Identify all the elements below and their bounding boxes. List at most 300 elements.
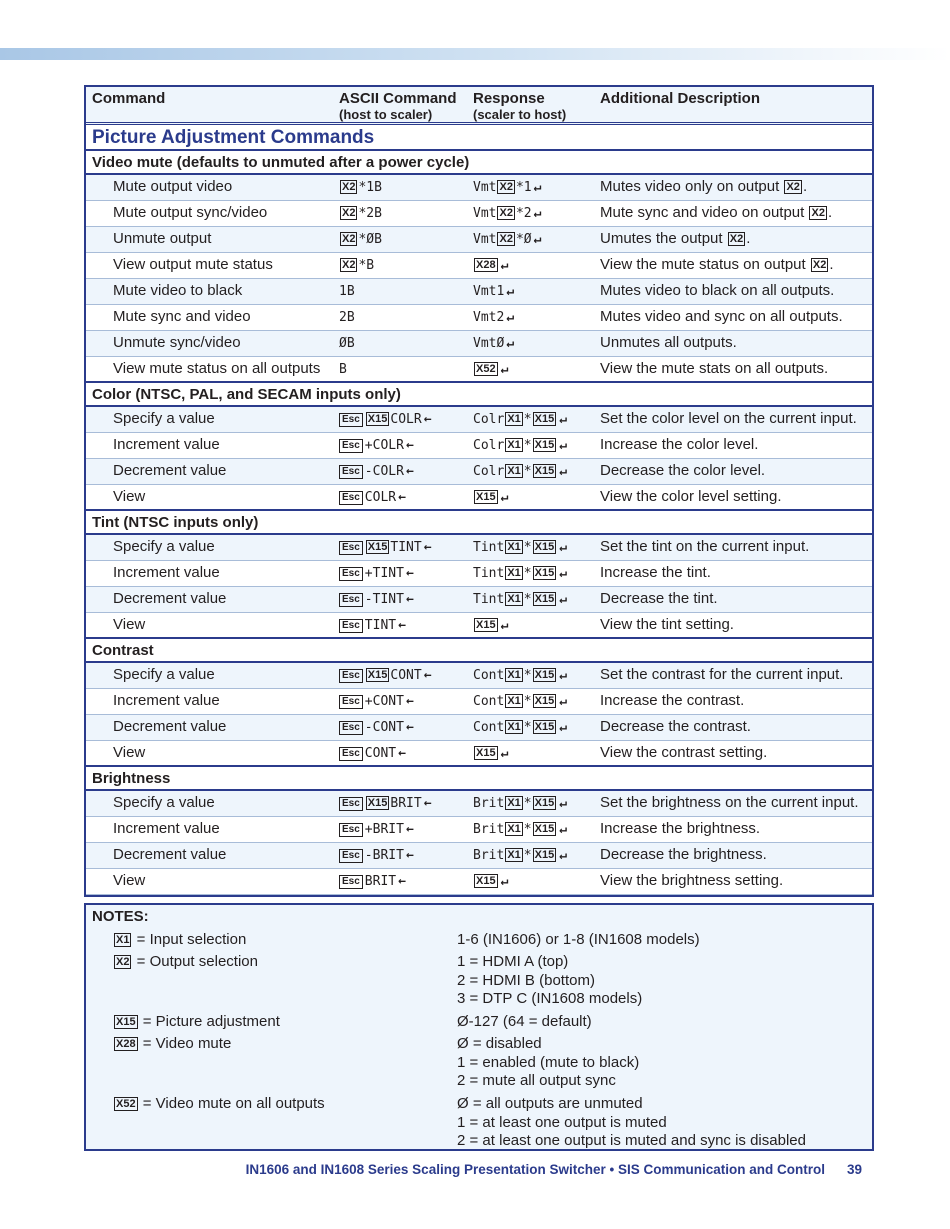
response-text: * bbox=[523, 438, 532, 453]
cell-command: Specify a value bbox=[113, 666, 215, 683]
left-arrow-icon: ← bbox=[405, 566, 414, 581]
note-x52-values bbox=[457, 1095, 806, 1151]
enter-icon: ↵ bbox=[500, 490, 509, 505]
enter-icon: ↵ bbox=[559, 566, 568, 581]
cell-command: View bbox=[113, 616, 146, 633]
ascii-text: BRIT bbox=[364, 874, 397, 889]
note-x2 bbox=[113, 953, 258, 970]
response-text: Tint bbox=[473, 540, 505, 555]
x28-variable: X28 bbox=[116, 1038, 136, 1050]
esc-key: Esc bbox=[339, 849, 363, 863]
top-accent-bar bbox=[0, 48, 950, 60]
cell-command: Mute sync and video bbox=[113, 308, 251, 325]
enter-icon: ↵ bbox=[500, 362, 509, 377]
cell-description: Set the tint on the current input. bbox=[600, 538, 810, 555]
ascii-text: -CONT bbox=[364, 720, 404, 735]
note-value: 2 = HDMI B (bottom) bbox=[457, 971, 595, 989]
table-row bbox=[86, 201, 872, 227]
x15-variable: X15 bbox=[534, 567, 555, 579]
table-row bbox=[86, 279, 872, 305]
response-text: * bbox=[523, 694, 532, 709]
table-row bbox=[86, 715, 872, 741]
response-text: Colr bbox=[473, 438, 505, 453]
x15-variable: X15 bbox=[534, 849, 555, 861]
header-ascii-sub: (host to scaler) bbox=[339, 107, 433, 122]
note-label: = Video mute on all outputs bbox=[142, 1095, 325, 1112]
table-row bbox=[86, 689, 872, 715]
cell-command: View mute status on all outputs bbox=[113, 360, 321, 377]
esc-key: Esc bbox=[339, 465, 363, 479]
table-row bbox=[86, 485, 872, 511]
response-text: VmtØ bbox=[473, 336, 505, 351]
ascii-text: +CONT bbox=[364, 694, 404, 709]
left-arrow-icon: ← bbox=[398, 874, 406, 889]
cell-description: Increase the contrast. bbox=[600, 692, 745, 709]
cell-ascii bbox=[333, 587, 467, 612]
cell-response bbox=[467, 331, 594, 356]
esc-key: Esc bbox=[339, 567, 363, 581]
ascii-text: -TINT bbox=[364, 592, 404, 607]
cell-description: Unmutes all outputs. bbox=[600, 334, 737, 351]
x2-variable: X2 bbox=[342, 259, 356, 271]
x28-variable: X28 bbox=[476, 259, 496, 271]
cell-response bbox=[467, 587, 594, 612]
enter-icon: ↵ bbox=[559, 796, 568, 811]
cell-description bbox=[594, 253, 872, 278]
cell-command: Increment value bbox=[113, 820, 220, 837]
x15-variable: X15 bbox=[367, 669, 388, 681]
left-arrow-icon: ← bbox=[423, 412, 432, 427]
response-text: *1 bbox=[515, 180, 532, 195]
ascii-text: CONT bbox=[390, 668, 422, 683]
cell-description bbox=[594, 201, 872, 226]
header-response bbox=[467, 87, 594, 122]
note-value: 1 = HDMI A (top) bbox=[457, 953, 569, 970]
cell-description: View the brightness setting. bbox=[600, 872, 784, 889]
description-text: Umutes the output bbox=[600, 230, 723, 247]
left-arrow-icon: ← bbox=[405, 464, 414, 479]
enter-icon: ↵ bbox=[559, 438, 568, 453]
enter-icon: ↵ bbox=[559, 464, 568, 479]
note-value: Ø = disabled bbox=[457, 1035, 542, 1052]
response-text: Colr bbox=[473, 464, 505, 479]
x15-variable: X15 bbox=[534, 721, 555, 733]
cell-description: View the tint setting. bbox=[600, 616, 734, 633]
enter-icon: ↵ bbox=[559, 720, 568, 735]
x15-variable: X15 bbox=[476, 875, 496, 887]
header-description-label: Additional Description bbox=[600, 90, 761, 107]
cell-response bbox=[467, 485, 594, 509]
description-text: Mutes video only on output bbox=[600, 178, 780, 195]
response-text: * bbox=[523, 848, 532, 863]
cell-description: View the contrast setting. bbox=[600, 744, 768, 761]
response-text: Vmt2 bbox=[473, 310, 505, 325]
cell-ascii bbox=[333, 843, 467, 868]
ascii-text: +COLR bbox=[364, 438, 404, 453]
cell-ascii bbox=[333, 663, 467, 688]
notes-box bbox=[84, 903, 874, 1151]
esc-key: Esc bbox=[339, 491, 363, 505]
cell-ascii: 2B bbox=[339, 310, 355, 325]
cell-ascii bbox=[333, 201, 467, 226]
response-text: Brit bbox=[473, 822, 505, 837]
group-color: Color (NTSC, PAL, and SECAM inputs only) bbox=[86, 383, 872, 407]
x15-variable: X15 bbox=[534, 797, 555, 809]
left-arrow-icon: ← bbox=[405, 848, 414, 863]
x15-variable: X15 bbox=[534, 669, 555, 681]
cell-command: View bbox=[113, 872, 146, 889]
note-x15-values bbox=[457, 1013, 592, 1032]
x15-variable: X15 bbox=[534, 823, 555, 835]
cell-command: Specify a value bbox=[113, 410, 215, 427]
cell-ascii bbox=[333, 407, 467, 432]
note-x15 bbox=[113, 1013, 280, 1030]
note-x1 bbox=[113, 931, 246, 948]
group-tint: Tint (NTSC inputs only) bbox=[86, 511, 872, 535]
enter-icon: ↵ bbox=[533, 206, 542, 221]
enter-icon: ↵ bbox=[500, 746, 509, 761]
note-value: 1 = at least one output is muted bbox=[457, 1113, 667, 1131]
ascii-text: -BRIT bbox=[364, 848, 404, 863]
note-label: = Output selection bbox=[136, 953, 258, 970]
header-description bbox=[594, 87, 872, 122]
response-text: * bbox=[523, 668, 532, 683]
cell-response bbox=[467, 253, 594, 278]
cell-response bbox=[467, 175, 594, 200]
group-contrast: Contrast bbox=[86, 639, 872, 663]
table-row bbox=[86, 791, 872, 817]
ascii-text: -COLR bbox=[364, 464, 404, 479]
note-x28 bbox=[113, 1035, 231, 1052]
footer-text: IN1606 and IN1608 Series Scaling Presentation Switcher • SIS Communication and Control bbox=[245, 1162, 825, 1177]
cell-response bbox=[467, 459, 594, 484]
table-row bbox=[86, 253, 872, 279]
note-x1-values bbox=[457, 931, 700, 950]
cell-ascii bbox=[333, 741, 467, 765]
enter-icon: ↵ bbox=[559, 822, 568, 837]
table-row bbox=[86, 305, 872, 331]
cell-ascii bbox=[333, 227, 467, 252]
ascii-text: +BRIT bbox=[364, 822, 404, 837]
cell-command: Mute video to black bbox=[113, 282, 243, 299]
ascii-text: *B bbox=[358, 258, 375, 273]
left-arrow-icon: ← bbox=[405, 822, 414, 837]
cell-command: Decrement value bbox=[113, 718, 227, 735]
enter-icon: ↵ bbox=[500, 258, 509, 273]
cell-description: Set the contrast for the current input. bbox=[600, 666, 844, 683]
cell-command: Mute output video bbox=[113, 178, 233, 195]
ascii-text: *1B bbox=[358, 180, 382, 195]
x2-variable: X2 bbox=[499, 181, 513, 193]
x1-variable: X1 bbox=[507, 413, 521, 425]
cell-description: Decrease the tint. bbox=[600, 590, 718, 607]
x2-variable: X2 bbox=[499, 207, 513, 219]
response-text: *Ø bbox=[515, 232, 532, 247]
x15-variable: X15 bbox=[534, 465, 555, 477]
cell-response bbox=[467, 741, 594, 765]
note-x28-values bbox=[457, 1035, 639, 1091]
cell-command: Specify a value bbox=[113, 538, 215, 555]
note-value: Ø-127 (64 = default) bbox=[457, 1013, 592, 1030]
note-label: = Video mute bbox=[142, 1035, 232, 1052]
response-text: Vmt1 bbox=[473, 284, 505, 299]
x52-variable: X52 bbox=[476, 363, 496, 375]
cell-description: Set the color level on the current input. bbox=[600, 410, 857, 427]
left-arrow-icon: ← bbox=[398, 490, 406, 505]
enter-icon: ↵ bbox=[500, 874, 509, 889]
x15-variable: X15 bbox=[534, 413, 555, 425]
cell-description bbox=[594, 227, 872, 252]
esc-key: Esc bbox=[339, 413, 363, 427]
group-brightness: Brightness bbox=[86, 767, 872, 791]
ascii-text: *2B bbox=[358, 206, 382, 221]
response-text: * bbox=[523, 720, 532, 735]
cell-command: View bbox=[113, 488, 146, 505]
enter-icon: ↵ bbox=[559, 412, 568, 427]
x2-variable: X2 bbox=[342, 233, 356, 245]
cell-description: Increase the tint. bbox=[600, 564, 711, 581]
x1-variable: X1 bbox=[507, 849, 521, 861]
cell-command: Increment value bbox=[113, 564, 220, 581]
response-text: Vmt bbox=[473, 206, 497, 221]
table-row bbox=[86, 741, 872, 767]
cell-ascii bbox=[333, 689, 467, 714]
ascii-text: TINT bbox=[390, 540, 422, 555]
cell-ascii: B bbox=[339, 362, 347, 377]
table-row bbox=[86, 535, 872, 561]
cell-ascii bbox=[333, 433, 467, 458]
cell-response bbox=[467, 715, 594, 740]
response-text: Cont bbox=[473, 720, 505, 735]
cell-command: View output mute status bbox=[113, 256, 273, 273]
table-header bbox=[86, 87, 872, 125]
esc-key: Esc bbox=[339, 823, 363, 837]
cell-command: Increment value bbox=[113, 436, 220, 453]
cell-response bbox=[467, 689, 594, 714]
note-x2-values bbox=[457, 953, 642, 1009]
x1-variable: X1 bbox=[507, 439, 521, 451]
cell-response bbox=[467, 227, 594, 252]
cell-ascii bbox=[333, 485, 467, 509]
response-text: * bbox=[523, 540, 532, 555]
ascii-text: COLR bbox=[364, 490, 397, 505]
note-value: 2 = at least one output is muted and sync is disabled bbox=[457, 1132, 806, 1149]
x2-variable: X2 bbox=[729, 233, 744, 245]
description-text: Mute sync and video on output bbox=[600, 204, 805, 221]
cell-command: Unmute sync/video bbox=[113, 334, 241, 351]
left-arrow-icon: ← bbox=[398, 746, 406, 761]
x2-variable: X2 bbox=[811, 207, 825, 219]
table-row bbox=[86, 407, 872, 433]
x1-variable: X1 bbox=[507, 669, 521, 681]
enter-icon: ↵ bbox=[559, 848, 568, 863]
x1-variable: X1 bbox=[507, 721, 521, 733]
response-text: Colr bbox=[473, 412, 505, 427]
ascii-text: COLR bbox=[390, 412, 422, 427]
response-text: Cont bbox=[473, 694, 505, 709]
command-table bbox=[84, 85, 874, 897]
left-arrow-icon: ← bbox=[398, 618, 406, 633]
cell-command: View bbox=[113, 744, 146, 761]
cell-description: Increase the color level. bbox=[600, 436, 759, 453]
x15-variable: X15 bbox=[367, 413, 388, 425]
left-arrow-icon: ← bbox=[423, 668, 432, 683]
description-end: . bbox=[802, 178, 808, 195]
enter-icon: ↵ bbox=[500, 618, 509, 633]
esc-key: Esc bbox=[339, 439, 363, 453]
cell-response bbox=[467, 357, 594, 381]
x15-variable: X15 bbox=[534, 541, 555, 553]
cell-description: Increase the brightness. bbox=[600, 820, 761, 837]
ascii-text: BRIT bbox=[390, 796, 422, 811]
x1-variable: X1 bbox=[116, 934, 130, 946]
cell-response bbox=[467, 535, 594, 560]
cell-command: Decrement value bbox=[113, 846, 227, 863]
cell-command: Unmute output bbox=[113, 230, 212, 247]
x15-variable: X15 bbox=[367, 541, 388, 553]
response-text: * bbox=[523, 822, 532, 837]
x15-variable: X15 bbox=[534, 593, 555, 605]
x1-variable: X1 bbox=[507, 593, 521, 605]
cell-ascii bbox=[333, 459, 467, 484]
cell-ascii bbox=[333, 535, 467, 560]
header-ascii-label: ASCII Command bbox=[339, 90, 457, 107]
x2-variable: X2 bbox=[116, 956, 130, 968]
ascii-text: *ØB bbox=[358, 232, 382, 247]
x15-variable: X15 bbox=[476, 747, 496, 759]
cell-command: Decrement value bbox=[113, 462, 227, 479]
cell-description: Decrease the contrast. bbox=[600, 718, 751, 735]
note-label: = Picture adjustment bbox=[142, 1013, 280, 1030]
x2-variable: X2 bbox=[812, 259, 827, 271]
notes-title: NOTES: bbox=[92, 908, 149, 925]
x1-variable: X1 bbox=[507, 465, 521, 477]
table-row bbox=[86, 561, 872, 587]
response-text: Cont bbox=[473, 668, 505, 683]
table-row bbox=[86, 613, 872, 639]
table-row bbox=[86, 663, 872, 689]
enter-icon: ↵ bbox=[533, 180, 542, 195]
esc-key: Esc bbox=[339, 619, 363, 633]
cell-description: Mutes video and sync on all outputs. bbox=[600, 308, 843, 325]
table-row bbox=[86, 869, 872, 895]
description-text: View the mute status on output bbox=[600, 256, 806, 273]
header-response-sub: (scaler to host) bbox=[473, 107, 567, 122]
response-text: Vmt bbox=[473, 232, 497, 247]
table-row bbox=[86, 175, 872, 201]
enter-icon: ↵ bbox=[506, 284, 515, 299]
cell-response bbox=[467, 201, 594, 226]
note-value: 1-6 (IN1606) or 1-8 (IN1608 models) bbox=[457, 931, 700, 948]
esc-key: Esc bbox=[339, 541, 363, 555]
description-end: . bbox=[827, 204, 833, 221]
response-text: Brit bbox=[473, 848, 505, 863]
cell-ascii bbox=[333, 253, 467, 278]
cell-response bbox=[467, 817, 594, 842]
description-end: . bbox=[829, 256, 834, 273]
x2-variable: X2 bbox=[342, 181, 356, 193]
table-row bbox=[86, 227, 872, 253]
cell-ascii bbox=[333, 613, 467, 637]
cell-response bbox=[467, 791, 594, 816]
note-value: 1 = enabled (mute to black) bbox=[457, 1053, 640, 1071]
enter-icon: ↵ bbox=[506, 336, 515, 351]
response-text: Brit bbox=[473, 796, 505, 811]
esc-key: Esc bbox=[339, 721, 363, 735]
description-end: . bbox=[746, 230, 751, 247]
enter-icon: ↵ bbox=[533, 232, 542, 247]
cell-ascii: 1B bbox=[339, 284, 355, 299]
cell-response bbox=[467, 279, 594, 304]
cell-description: Decrease the brightness. bbox=[600, 846, 767, 863]
table-row bbox=[86, 357, 872, 383]
table-row bbox=[86, 433, 872, 459]
cell-response bbox=[467, 613, 594, 637]
x15-variable: X15 bbox=[367, 797, 388, 809]
enter-icon: ↵ bbox=[506, 310, 515, 325]
cell-response bbox=[467, 407, 594, 432]
esc-key: Esc bbox=[339, 669, 363, 683]
cell-description bbox=[594, 175, 872, 200]
note-value: Ø = all outputs are unmuted bbox=[457, 1095, 643, 1112]
cell-description: Set the brightness on the current input. bbox=[600, 794, 859, 811]
page-number: 39 bbox=[846, 1162, 862, 1177]
cell-response bbox=[467, 843, 594, 868]
table-row bbox=[86, 587, 872, 613]
enter-icon: ↵ bbox=[559, 592, 568, 607]
enter-icon: ↵ bbox=[559, 540, 568, 555]
x2-variable: X2 bbox=[786, 181, 800, 193]
left-arrow-icon: ← bbox=[405, 438, 414, 453]
x2-variable: X2 bbox=[499, 233, 513, 245]
response-text: * bbox=[523, 464, 532, 479]
response-text: * bbox=[523, 566, 532, 581]
cell-command: Decrement value bbox=[113, 590, 227, 607]
ascii-text: CONT bbox=[364, 746, 397, 761]
note-x52 bbox=[113, 1095, 325, 1112]
enter-icon: ↵ bbox=[559, 668, 568, 683]
response-text: Tint bbox=[473, 566, 505, 581]
x15-variable: X15 bbox=[116, 1016, 136, 1028]
x1-variable: X1 bbox=[507, 797, 521, 809]
cell-description: Mutes video to black on all outputs. bbox=[600, 282, 835, 299]
left-arrow-icon: ← bbox=[423, 540, 432, 555]
section-title: Picture Adjustment Commands bbox=[86, 125, 872, 151]
x1-variable: X1 bbox=[507, 567, 521, 579]
esc-key: Esc bbox=[339, 695, 363, 709]
response-text: * bbox=[523, 412, 532, 427]
ascii-text: TINT bbox=[364, 618, 397, 633]
x15-variable: X15 bbox=[476, 619, 496, 631]
esc-key: Esc bbox=[339, 747, 363, 761]
x52-variable: X52 bbox=[116, 1098, 136, 1110]
cell-ascii bbox=[333, 817, 467, 842]
cell-ascii bbox=[333, 715, 467, 740]
cell-command: Increment value bbox=[113, 692, 220, 709]
left-arrow-icon: ← bbox=[405, 592, 414, 607]
table-row bbox=[86, 817, 872, 843]
table-row bbox=[86, 843, 872, 869]
cell-ascii bbox=[333, 561, 467, 586]
cell-ascii bbox=[333, 175, 467, 200]
header-ascii bbox=[333, 87, 467, 122]
cell-command: Specify a value bbox=[113, 794, 215, 811]
response-text: Tint bbox=[473, 592, 505, 607]
page-footer bbox=[246, 1162, 862, 1177]
table-row bbox=[86, 459, 872, 485]
response-text: *2 bbox=[515, 206, 532, 221]
enter-icon: ↵ bbox=[559, 694, 568, 709]
